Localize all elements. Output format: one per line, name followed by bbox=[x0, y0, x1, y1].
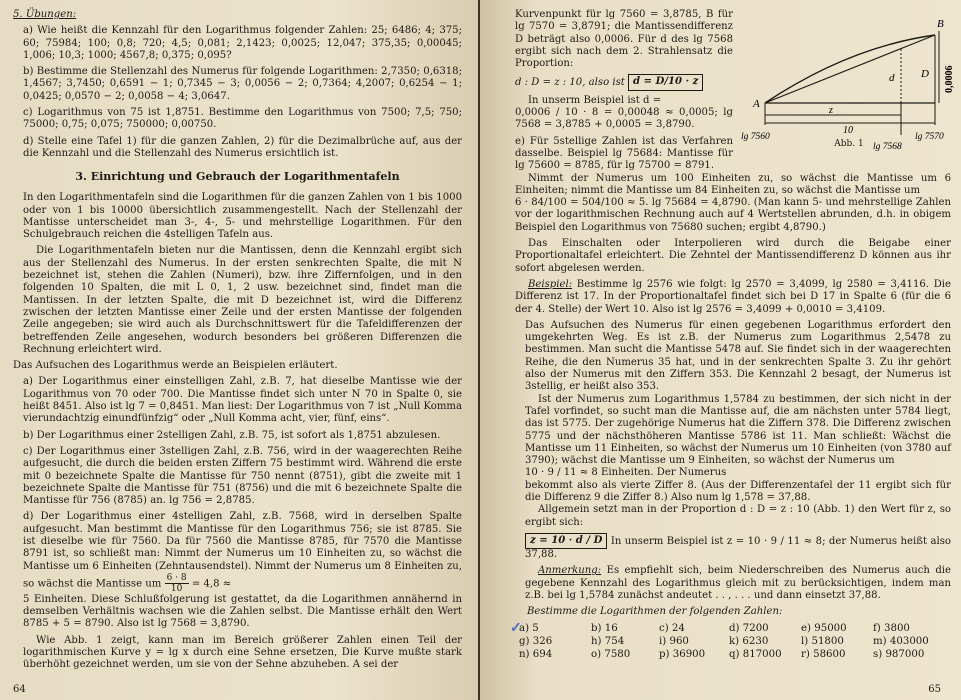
right-paragraph-1: Kurvenpunkt für lg 7560 = 3,8785, B für lg 7570 = 3,8791; die Mantissendifferenz D beträgt also 0,0006. Für d des lg 7568 ergibt sich nach dem 2. Strahlensatz die Proportion: bbox=[515, 9, 733, 70]
paragraph-1: In den Logarithmentafeln sind die Logarithmen für die ganzen Zahlen von 1 bis 1000 oder von 1 bis 10000 übersichtlich zusammengestellt. Nach der Stellenzahl der Mantisse unterscheidet man 3-, 4-, 5- und mehrstellige Logarithmen. Für den Schulgebrauch reichen die 4stelligen Tafeln aus. bbox=[23, 192, 462, 241]
fraction-numerator: 6 · 8 bbox=[166, 572, 187, 583]
answer-item: b) 16 bbox=[591, 622, 618, 634]
right-paragraph-2: In unserm Beispiel ist d = bbox=[528, 94, 662, 106]
answer-item: g) 326 bbox=[519, 635, 553, 647]
section-title: 3. Einrichtung und Gebrauch der Logarithmentafeln bbox=[75, 170, 400, 184]
paragraph-3: Wie Abb. 1 zeigt, kann man im Bereich größerer Zahlen einen Teil der logarithmischen Kurve y = lg x durch eine Sehne ersetzen, Die Kurve mußte stark überhöht gezeichnet werden, um sie von der Sehne abzuheben. A sei der bbox=[23, 634, 462, 671]
label-lg7560: lg 7560 bbox=[741, 132, 770, 142]
right-paragraph-10b bbox=[515, 533, 951, 562]
paragraph-2d-text: d) Der Logarithmus einer 4stelligen Zahl, z.B. 7568, wird in derselben Spalte aufgesucht. Man bestimmt die Mantisse für den Logarithmus 756; sie ist 8785. Sie ist dieselbe wie für 7560. Da für 7560 die Mantisse 8785, für 7570 die Mantisse 8791 ist, so schließt man: Nimmt der Numerus um 10 Einheiten zu, so wächst die Mantisse um 6 Einheiten (Zehntausendstel). Nimmt der Numerus um 8 Einheiten zu, so wächst die Mantisse um bbox=[23, 511, 462, 590]
paragraph-2d bbox=[13, 511, 462, 593]
label-lg7568: lg 7568 bbox=[873, 142, 902, 152]
exercise-c: c) Logarithmus von 75 ist 1,8751. Bestimme den Logarithmus von 7500; 7,5; 750; 75000; 0,75; 0,075; 750000; 0,00750. bbox=[23, 107, 462, 131]
note-text: Es empfiehlt sich, beim Niederschreiben des Numerus auch die gegebene Kennzahl des Logarithmus gleich mit zu berücksichtigen, indem man z.B. bei lg 1,5784 zunächst andeutet . . , . . . und dann einsetzt 37,88. bbox=[525, 565, 951, 602]
answer-item: k) 6230 bbox=[729, 635, 769, 647]
answer-item: e) 95000 bbox=[801, 622, 847, 634]
fraction-tail: = 4,8 ≈ bbox=[191, 578, 232, 590]
label-B: B bbox=[937, 18, 944, 30]
right-paragraph-2-math: 0,0006 / 10 · 8 = 0,00048 ≈ 0,0005; lg 7568 = 3,8785 + 0,0005 = 3,8790. bbox=[515, 107, 733, 131]
exercise-a: a) Wie heißt die Kennzahl für den Logarithmus folgender Zahlen: 25; 6486; 4; 375; 60; 75984; 100; 0,8; 720; 4,5; 0,081; 2,1423; 0,0025; 12,047; 375,35; 0,00045; 1,006; 10,3; 1000; 4567,8; 0,375; 0,095? bbox=[23, 25, 462, 61]
right-paragraph-3: e) Für 5stellige Zahlen ist das Verfahren dasselbe. Beispiel lg 75684: Mantisse für lg 75600 = 8785, für lg 75700 = 8791. bbox=[515, 135, 733, 172]
right-page bbox=[480, 0, 961, 700]
answer-item: d) 7200 bbox=[729, 622, 769, 634]
label-D: D bbox=[921, 68, 929, 80]
figure-caption: Abb. 1 bbox=[834, 139, 864, 149]
fraction bbox=[165, 573, 189, 594]
note-paragraph bbox=[515, 565, 951, 602]
answer-item: a) 5 bbox=[519, 622, 539, 634]
paragraph-2: Das Aufsuchen des Logarithmus werde an Beispielen erläutert. bbox=[13, 360, 338, 372]
right-paragraph-10: Allgemein setzt man in der Proportion d : D = z : 10 (Abb. 1) den Wert für z, so ergibt sich: bbox=[525, 504, 951, 528]
answer-item: l) 51800 bbox=[801, 635, 844, 647]
right-paragraph-8: Ist der Numerus zum Logarithmus 1,5784 zu bestimmen, der sich nicht in der Tafel vorfindet, so sucht man die Mantisse auf, die am nächsten unter 5784 liegt, das ist 5775. Der zugehörige Numerus hat die Ziffern 378. Die Differenz zwischen 5775 und der nächsthöheren Mantisse 5786 ist 11. Man schließt: Wächst die Mantisse um 11 Einheiten, so wächst der Numerus um 10 Einheiten (von 3780 auf 3790); wächst die Mantisse um 9 Einheiten, so wächst der Numerus um bbox=[525, 393, 951, 467]
answer-item: r) 58600 bbox=[801, 648, 846, 660]
right-paragraph-7: Das Aufsuchen des Numerus für einen gegebenen Logarithmus erfordert den umgekehrten Weg. Es ist z.B. der Numerus zum Logarithmus 2,5478 zu bestimmen. Man sucht die Mantisse 5478 auf. Sie findet sich in der waagerechten Reihe, die den Numerus 35 hat, und in der senkrechten Spalte 3. Zu ihr gehört also der Numerus mit den Ziffern 353. Die Kennzahl 2 besagt, der Numerus ist 3stellig, er heißt also 353. bbox=[525, 319, 951, 393]
example-text: Bestimme lg 2576 wie folgt: lg 2570 = 3,4099, lg 2580 = 3,4116. Die Differenz ist 17. In der Proportionaltafel findet sich bei D 17 in Spalte 6 (für die 6 der 4. Stelle) der Wert 10. Also ist lg 2576 = 3,4099 + 0,0010 = 3,4109. bbox=[515, 278, 951, 315]
formula-box-2: z = 10 · d / D bbox=[525, 533, 607, 549]
answer-item: q) 817000 bbox=[729, 648, 782, 660]
answer-item: f) 3800 bbox=[873, 622, 910, 634]
right-paragraph-4-math: 6 · 84/100 = 504/100 ≈ 5. lg 75684 = 4,8790. (Man kann 5- und mehrstellige Zahlen vor der logarithmischen Rechnung auch auf 4 Wertstellen abrunden, d.h. in obigem Beispiel den Logarithmus von 75680 suchen; ergibt 4,8790.) bbox=[515, 197, 951, 233]
paragraph-2c: c) Der Logarithmus einer 3stelligen Zahl, z.B. 756, wird in der waagerechten Reihe aufgesucht, die durch die beiden ersten Ziffern 75 bestimmt wird. Während die erste mit 0 bezeichnete Spalte die Mantisse für 750 nennt (8751), gibt die zweite mit 1 bezeichnete Spalte die Mantisse für 751 (8756) und die mit 6 bezeichnete Spalte die Mantisse für 756 (8785) an. lg 756 = 2,8785. bbox=[23, 445, 462, 507]
paragraph-2a: a) Der Logarithmus einer einstelligen Zahl, z.B. 7, hat dieselbe Mantisse wie der Logarithmus von 70 oder 700. Die Mantisse findet sich unter N 70 in Spalte 0, sie heißt 8451. Also ist lg 7 = 0,8451. Man liest: Der Logarithmus von 7 ist „Null Komma vierundachtzig einundfünfzig“ oder „Null Komma acht, vier, fünf, eins“. bbox=[23, 376, 462, 425]
page-number-left: 64 bbox=[13, 684, 26, 695]
answer-item: o) 7580 bbox=[591, 648, 631, 660]
label-A: A bbox=[753, 98, 760, 110]
label-dimension: 0,0006 bbox=[944, 65, 955, 93]
right-paragraph-9: bekommt also als vierte Ziffer 8. (Aus der Differenzentafel der 11 ergibt sich für die Differenz 9 die Ziffer 8.) Also num lg 1,578 = 37,88. bbox=[525, 479, 951, 503]
answer-item: s) 987000 bbox=[873, 648, 925, 660]
figure-abb1 bbox=[739, 7, 957, 155]
exercise-d: d) Stelle eine Tafel 1) für die ganzen Zahlen, 2) für die Dezimalbrüche auf, aus der die Kennzahl und die Stellenzahl des Numerus ersichtlich ist. bbox=[23, 135, 462, 159]
answer-item: m) 403000 bbox=[873, 635, 929, 647]
right-paragraph-10b-text: In unserm Beispiel ist z = 10 · 9 / 11 ≈ 8; der Numerus heißt also 37,88. bbox=[525, 536, 952, 561]
label-z: z bbox=[829, 105, 833, 116]
exercise-b: b) Bestimme die Stellenzahl des Numerus für folgende Logarithmen: 2,7350; 0,6318; 1,4567; 3,7450; 0,6591 − 1; 0,7345 − 3; 0,0056 − 2; 0,7364; 4,2007; 0,6254 − 1; 0,0425; 0,0570 − 2; 0,0058 − 4; 3,0647. bbox=[23, 66, 462, 102]
paragraph-1b: Die Logarithmentafeln bieten nur die Mantissen, denn die Kennzahl ergibt sich aus der Stellenzahl des Numerus. In der ersten senkrechten Spalte, die mit N bezeichnet ist, stehen die Zahlen (Numeri), bzw. ihre Ziffernfolgen, und in den folgenden 10 Spalten, die mit L 0, 1, 2 usw. bezeichnet sind, findet man die Mantissen. In der letzten Spalte, die mit D bezeichnet ist, wird die Differenz zwischen der letzten Mantisse einer Zeile und der ersten Mantisse der folgenden Zeile angegeben; sie wird auch als Durchschnittswert für die Tafeldifferenzen der betreffenden Zeile angesehen, wodurch besonders bei größeren Differenzen die Rechnung erleichtert wird. bbox=[23, 245, 462, 355]
figure-diagram bbox=[739, 7, 957, 155]
answer-item: n) 694 bbox=[519, 648, 553, 660]
pen-checkmark-icon: ✓ bbox=[510, 620, 522, 636]
right-paragraph-5: Das Einschalten oder Interpolieren wird durch die Beigabe einer Proportionaltafel erleichtert. Die Zehntel der Mantissendifferenz D können aus ihr sofort abgelesen werden. bbox=[515, 238, 951, 274]
label-d: d bbox=[889, 72, 895, 84]
paragraph-2d-cont: 5 Einheiten. Diese Schlußfolgerung ist gestattet, da die Logarithmen annähernd in demselben Verhältnis wachsen wie die Zahlen selbst. Die Mantisse erhält den Wert 8785 + 5 = 8790. Also ist lg 7568 = 3,8790. bbox=[23, 593, 462, 630]
exercise-heading-right: Bestimme die Logarithmen der folgenden Zahlen: bbox=[527, 606, 783, 618]
left-page bbox=[0, 0, 478, 700]
paragraph-2b: b) Der Logarithmus einer 2stelligen Zahl, z.B. 75, ist sofort als 1,8751 abzulesen. bbox=[23, 429, 441, 441]
note-label: Anmerkung: bbox=[538, 565, 602, 577]
answer-item: c) 24 bbox=[659, 622, 685, 634]
exercise-heading: 5. Übungen: bbox=[13, 9, 77, 20]
label-ten: 10 bbox=[843, 125, 853, 136]
right-paragraph-6 bbox=[515, 279, 951, 316]
fraction-denominator: 10 bbox=[170, 583, 183, 594]
answer-item: h) 754 bbox=[591, 635, 625, 647]
right-paragraph-8-math: 10 · 9 / 11 ≈ 8 Einheiten. Der Numerus bbox=[525, 467, 727, 479]
label-lg7570: lg 7570 bbox=[915, 132, 944, 142]
formula-box: d = D/10 · z bbox=[628, 74, 703, 90]
proportion-text: d : D = z : 10, also ist bbox=[515, 77, 625, 89]
answer-item: i) 960 bbox=[659, 635, 689, 647]
answer-grid bbox=[515, 622, 951, 661]
example-label: Beispiel: bbox=[528, 278, 573, 290]
answer-item: p) 36900 bbox=[659, 648, 706, 660]
right-paragraph-4: Nimmt der Numerus um 100 Einheiten zu, so wächst die Mantisse um 6 Einheiten; nimmt die Mantisse um 84 Einheiten zu, so wächst die Mantisse um bbox=[515, 172, 951, 196]
page-number-right: 65 bbox=[928, 684, 941, 695]
